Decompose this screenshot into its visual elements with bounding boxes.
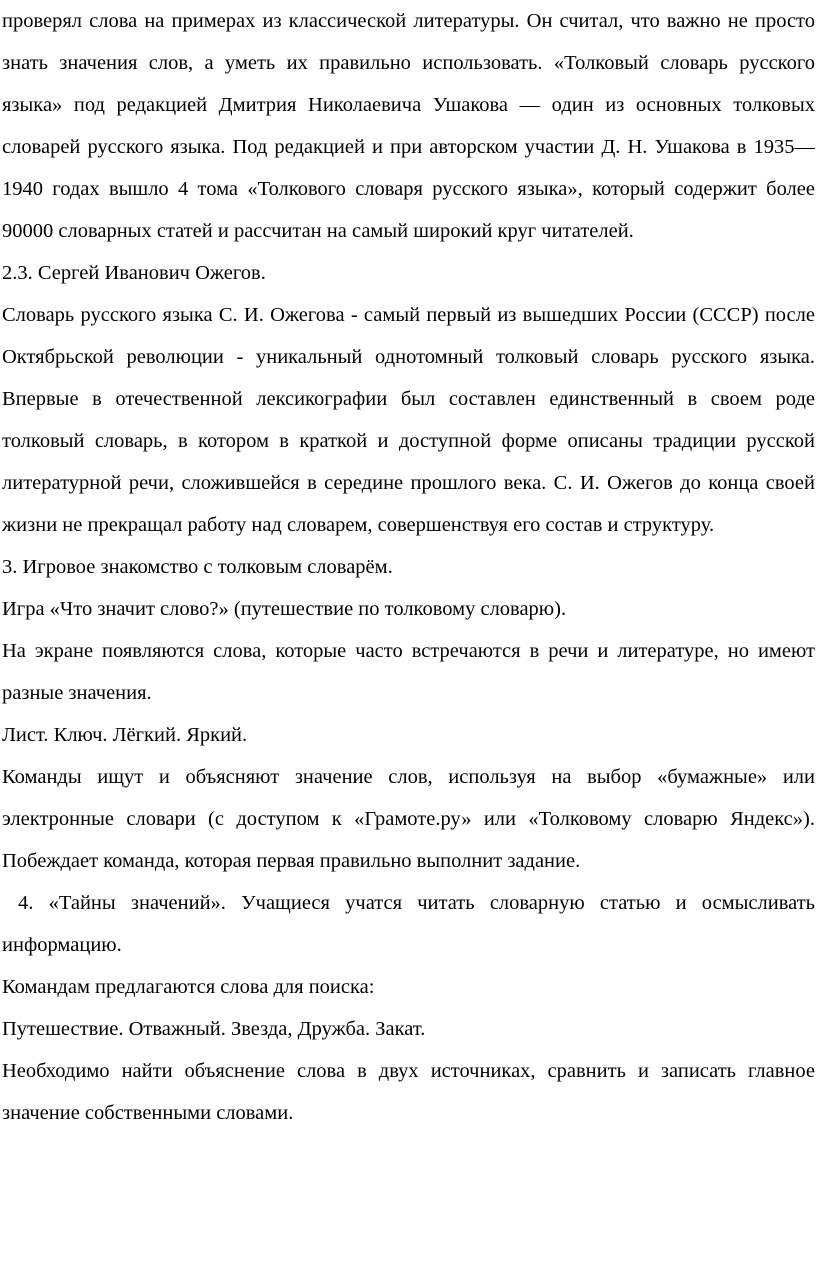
word-list-second: Путешествие. Отважный. Звезда, Дружба. Закат. [2, 1018, 426, 1040]
paragraph-screen-words: На экране появляются слова, которые часто встречаются в речи и литературе, но имеют разные значения. [2, 640, 815, 704]
paragraph-ozhegov-dictionary: Словарь русского языка С. И. Ожегова - самый первый из вышедших России (СССР) после Октябрьской революции - уникальный однотомный толковый словарь русского языка. Впервые в отечественной лексикографии был составлен единственный в своем роде толковый словарь, в котором в краткой и доступной форме описаны традиции русской литературной речи, сложившейся в середине прошлого века. С. И. Ожегов до конца своей жизни не прекращал работу над словарем, совершенствуя его состав и структуру. [2, 304, 815, 536]
paragraph-game-title: Игра «Что значит слово?» (путешествие по толковому словарю). [2, 598, 567, 620]
paragraph-final-task: Необходимо найти объяснение слова в двух источниках, сравнить и записать главное значение собственными словами. [2, 1060, 815, 1124]
paragraph-words-for-search: Командам предлагаются слова для поиска: [2, 976, 375, 998]
heading-ozhegov: 2.3. Сергей Иванович Ожегов. [2, 262, 266, 284]
heading-game-intro: 3. Игровое знакомство с толковым словарём. [2, 556, 393, 578]
paragraph-ushakov-dictionary: проверял слова на примерах из классической литературы. Он считал, что важно не просто знать значения слов, а уметь их правильно использовать. «Толковый словарь русского языка» под редакцией Дмитрия Николаевича Ушакова — один из основных толковых словарей русского языка. Под редакцией и при авторском участии Д. Н. Ушакова в 1935—1940 годах вышло 4 тома «Толкового словаря русского языка», который содержит более 90000 словарных статей и рассчитан на самый широкий круг читателей. [2, 10, 815, 242]
heading-secrets-of-meanings: 4. «Тайны значений». Учащиеся учатся читать словарную статью и осмысливать информацию. [2, 892, 815, 956]
paragraph-teams-task: Команды ищут и объясняют значение слов, используя на выбор «бумажные» или электронные словари (с доступом к «Грамоте.ру» или «Толковому словарю Яндекс»). Побеждает команда, которая первая правильно выполнит задание. [2, 766, 815, 872]
word-list-first: Лист. Ключ. Лёгкий. Яркий. [2, 724, 248, 746]
